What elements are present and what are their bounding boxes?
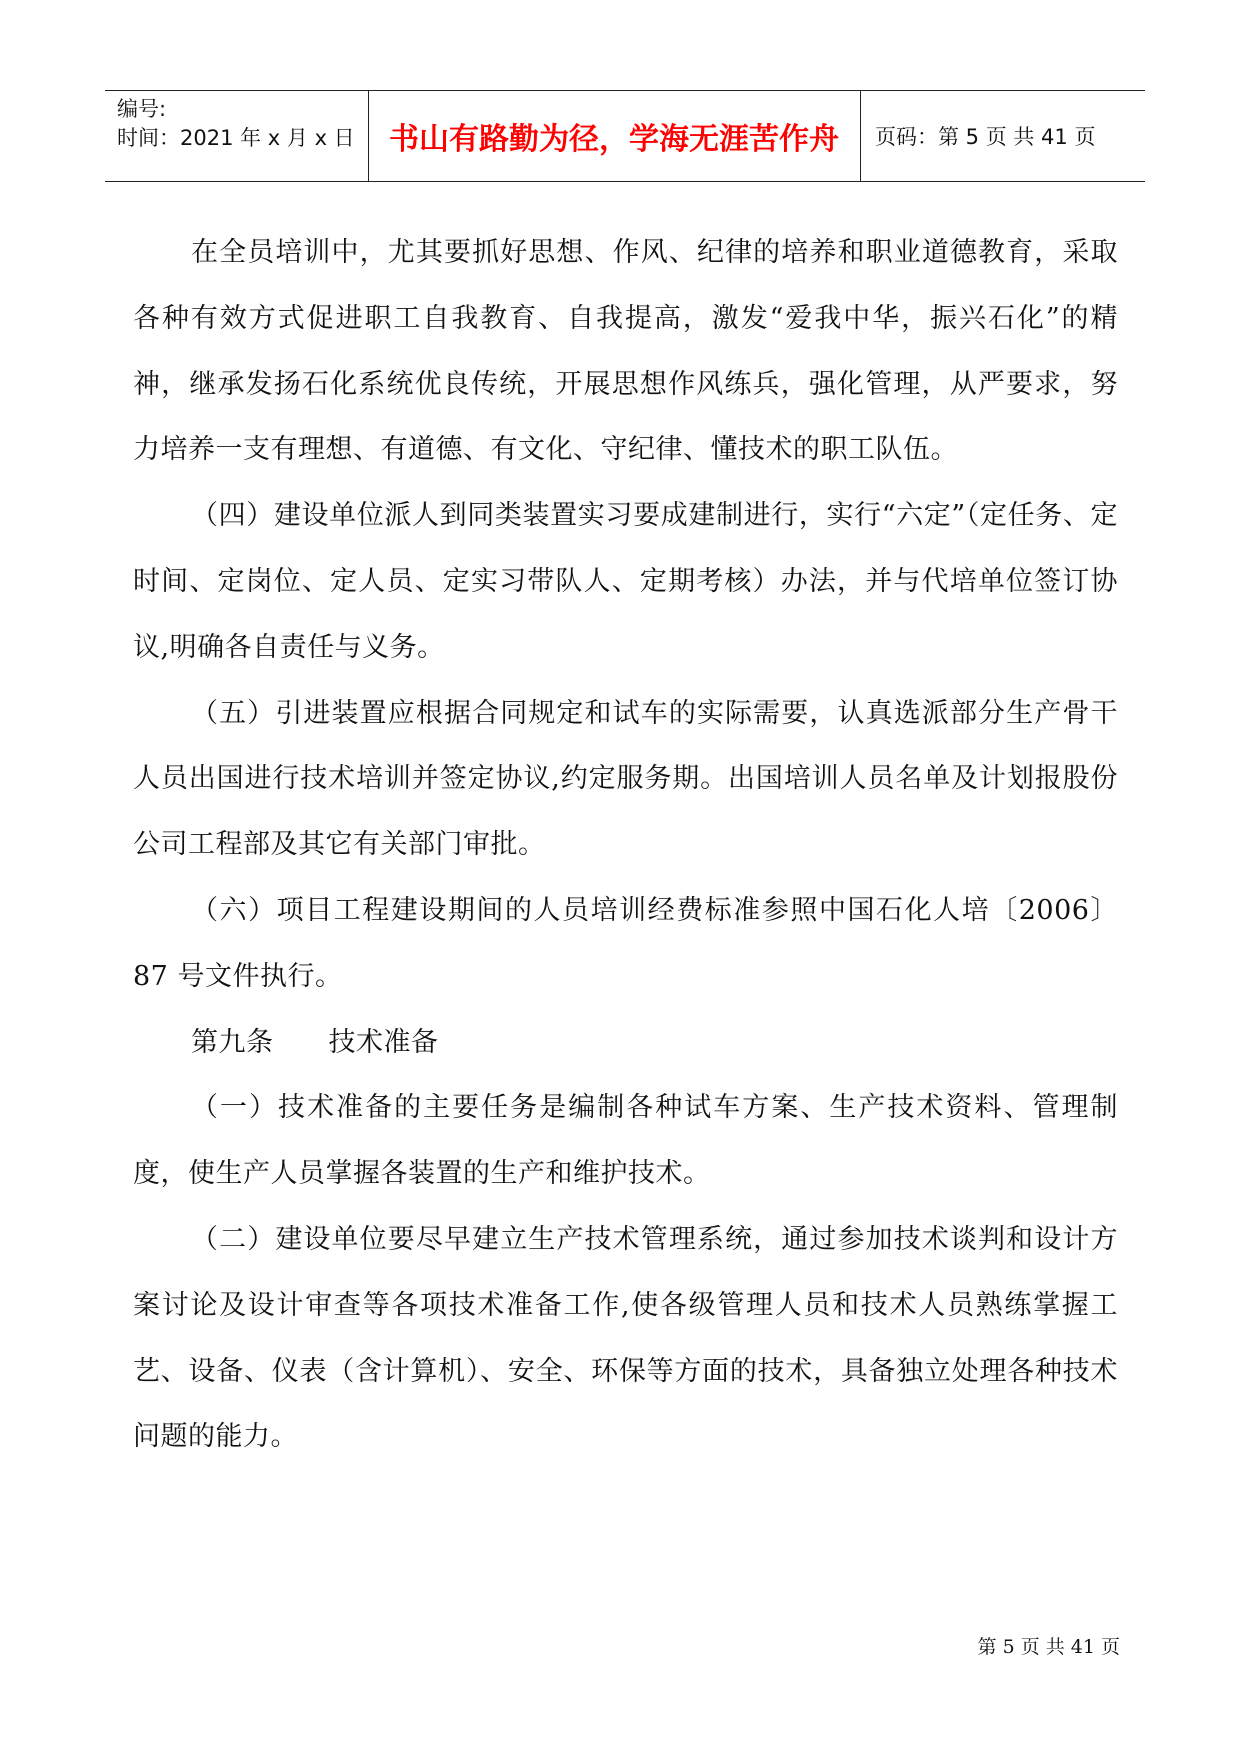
paragraph-item-5: （五）引进装置应根据合同规定和试车的实际需要，认真选派部分生产骨干人员出国进行技术培训并签定协议,约定服务期。出国培训人员名单及计划报股份公司工程部及其它有关部门审批。 xyxy=(133,697,1118,861)
paragraph-tech-item-2: （二）建设单位要尽早建立生产技术管理系统，通过参加技术谈判和设计方案讨论及设计审查等各项技术准备工作,使各级管理人员和技术人员熟练掌握工艺、设备、仪表（含计算机）、安全、环保等方面的技术，具备独立处理各种技术问题的能力。 xyxy=(133,1223,1118,1453)
page-header xyxy=(105,90,1145,182)
article-9-heading: 第九条 技术准备 xyxy=(191,1026,439,1058)
paragraph-item-4: （四）建设单位派人到同类装置实习要成建制进行，实行“六定”（定任务、定时间、定岗位、定人员、定实习带队人、定期考核）办法，并与代培单位签订协议,明确各自责任与义务。 xyxy=(133,500,1118,663)
document-time-label: 时间：2021 年 x 月 x 日 xyxy=(117,126,355,150)
paragraph-training-ethics: 在全员培训中，尤其要抓好思想、作风、纪律的培养和职业道德教育，采取各种有效方式促进职工自我教育、自我提高，激发“爱我中华，振兴石化”的精神，继承发扬石化系统优良传统，开展思想作风练兵，强化管理，从严要求，努力培养一支有理想、有道德、有文化、守纪律、懂技术的职工队伍。 xyxy=(133,237,1118,466)
header-divider-right xyxy=(860,91,861,181)
paragraph-item-6: （六）项目工程建设期间的人员培训经费标准参照中国石化人培〔2006〕87 号文件执行。 xyxy=(133,894,1118,992)
paragraph-tech-item-1: （一）技术准备的主要任务是编制各种试车方案、生产技术资料、管理制度，使生产人员掌握各装置的生产和维护技术。 xyxy=(133,1092,1118,1190)
page-footer-number: 第 5 页 共 41 页 xyxy=(977,1636,1120,1658)
document-body xyxy=(133,220,1118,1470)
document-number-label: 编号: xyxy=(117,97,167,121)
header-page-label: 页码：第 5 页 共 41 页 xyxy=(875,125,1096,149)
header-motto: 书山有路勤为径，学海无涯苦作舟 xyxy=(389,122,839,157)
